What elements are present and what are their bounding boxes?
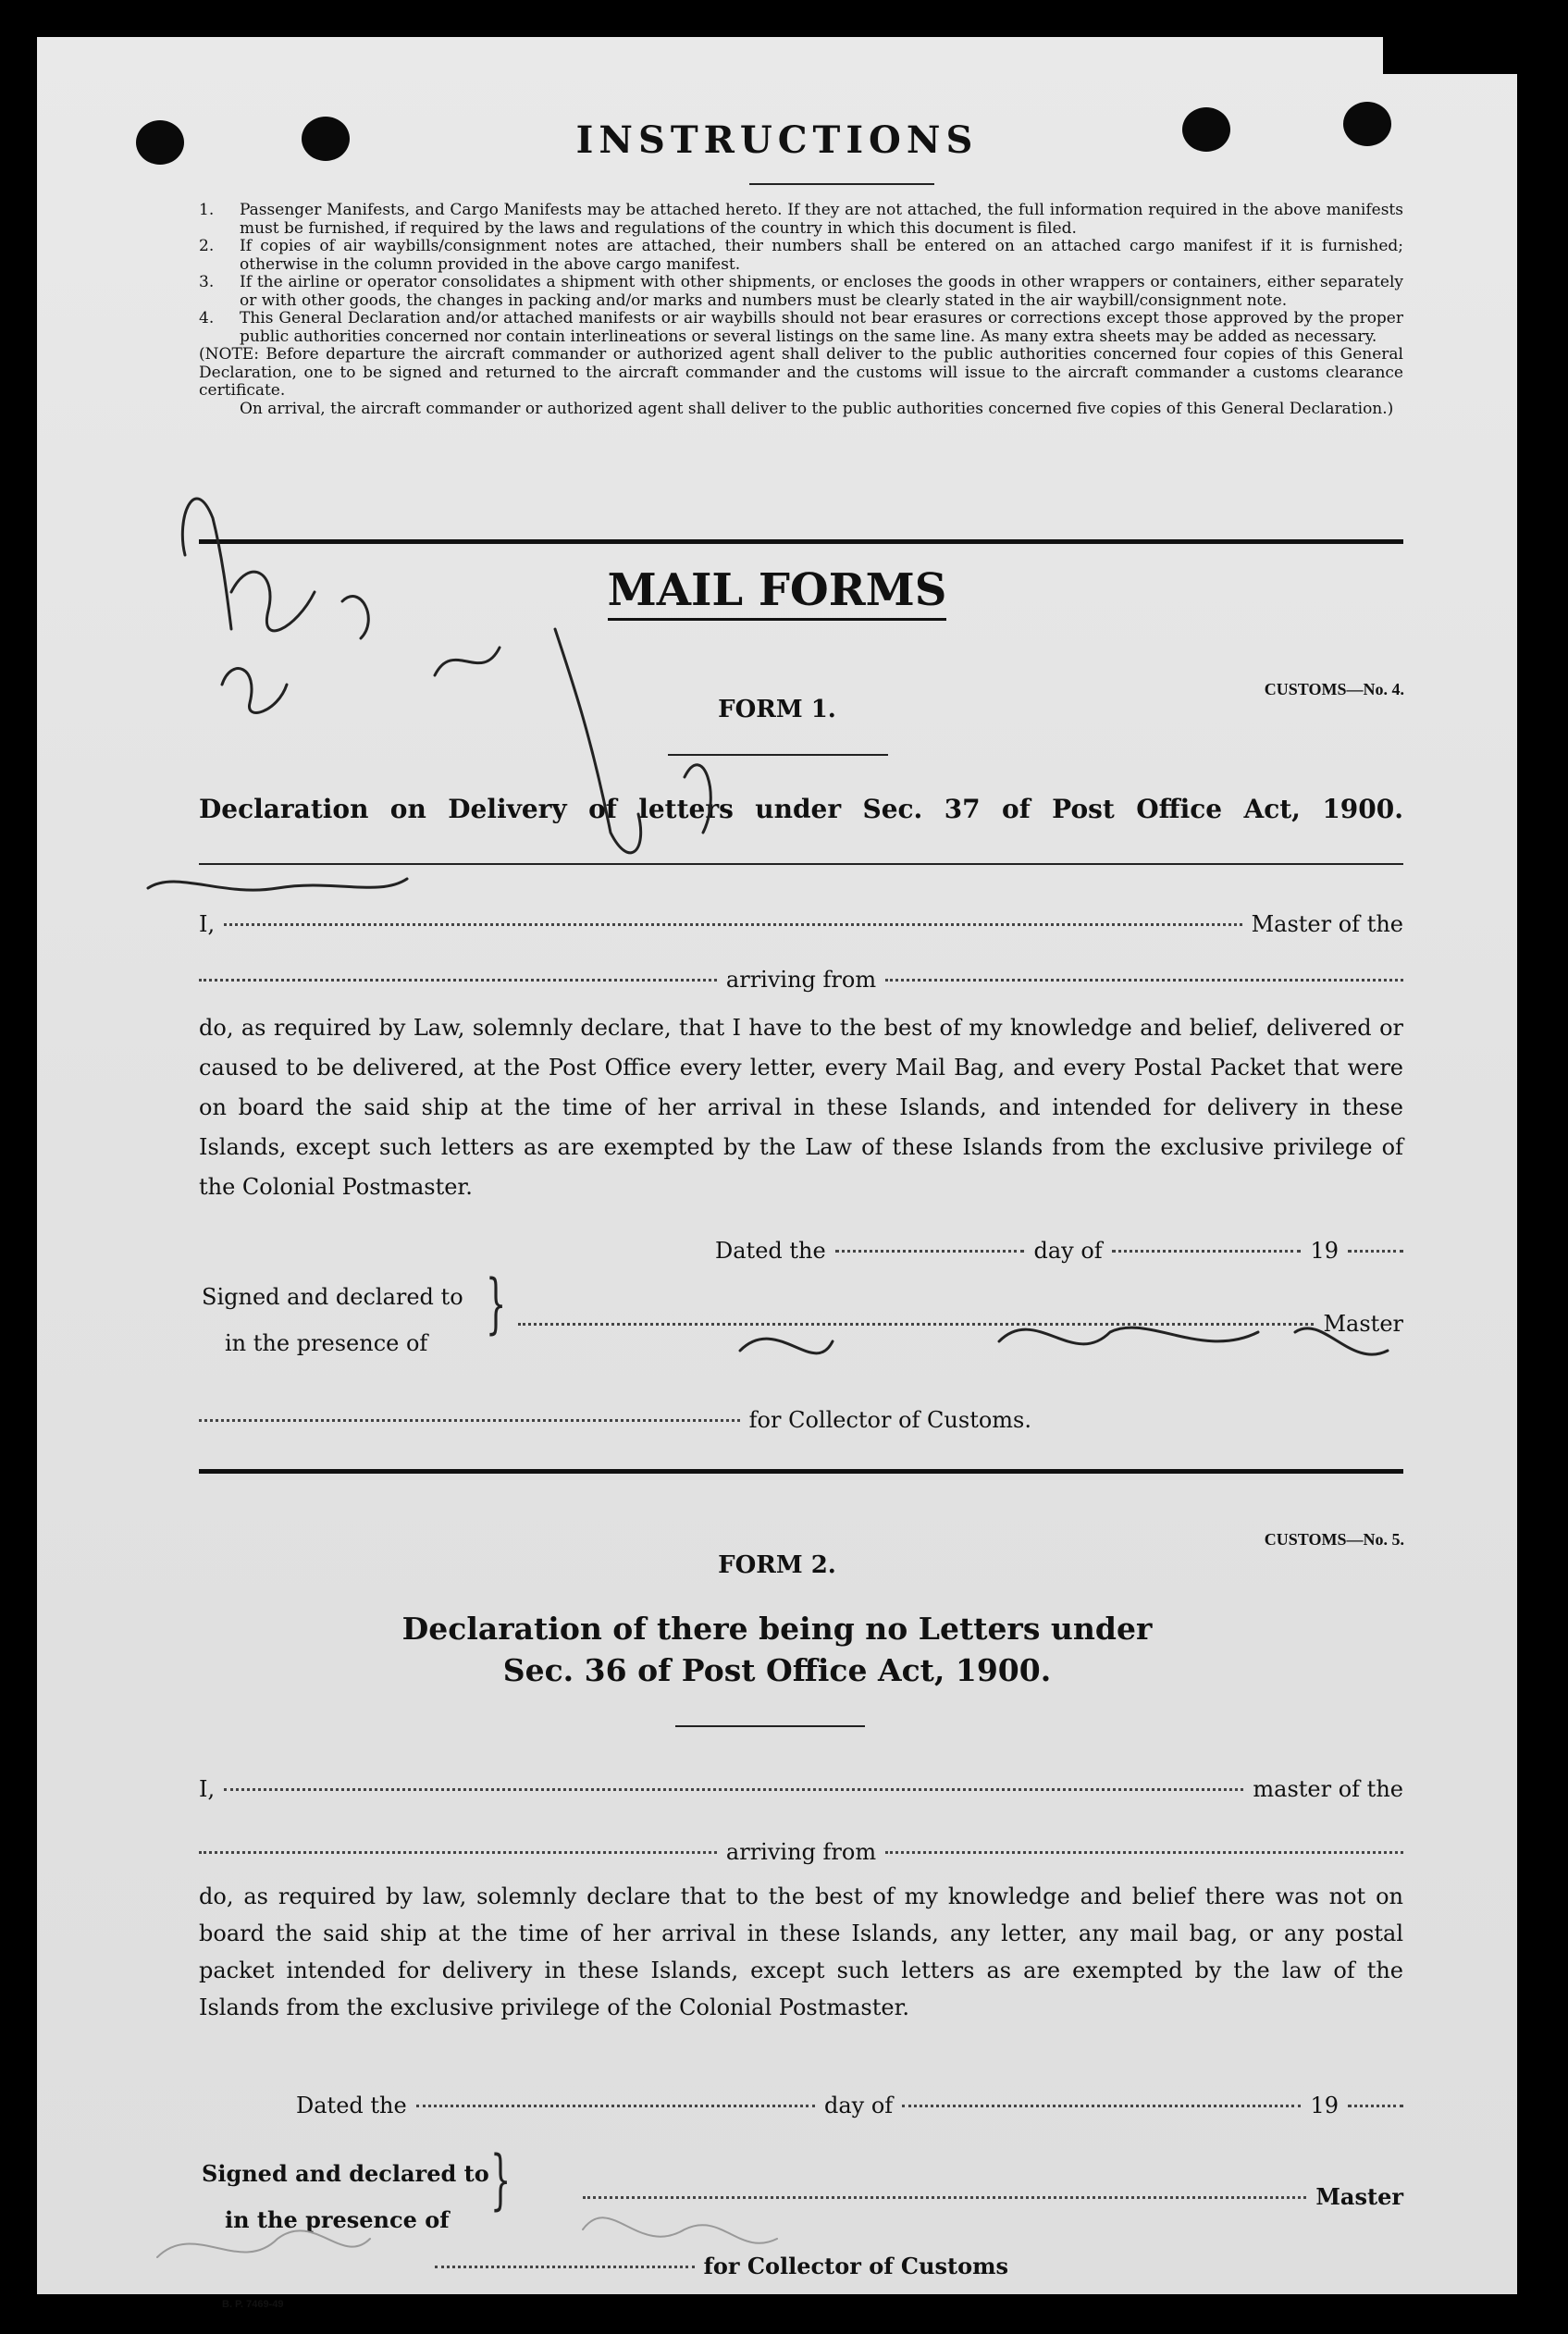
instructions-title: INSTRUCTIONS [575,118,979,162]
form1-month-field[interactable] [1112,1249,1302,1253]
instruction-item: 2. If copies of air waybills/consignment notes are attached, their numbers shall be entered on an attached cargo manifest if it is furnished; otherwise in the column provided in the above cargo manifest. [199,237,1403,274]
scan-corner [1383,37,1517,74]
form1-body: do, as required by Law, solemnly declare, that I have to the best of my knowledge and belief, delivered or caused to be delivered, at the Post Office every letter, every Mail Bag, and every Postal Packet that were on board the said ship at the time of her arrival in these Islands, and intended for delivery in these Islands, except such letters as are exempted by the Law of these Islands from the exclusive privilege of the Colonial Postmaster. [199,1015,1403,1200]
form2-ship-field[interactable] [199,1850,717,1854]
form1-master-signature-field[interactable] [518,1322,1314,1326]
form2-master-sign-line: Master [583,2183,1403,2210]
form1-master-line: I, Master of the [199,911,1403,937]
form2-dated-line: Dated the day of 19 [296,2093,1403,2118]
instructions-list [199,202,1403,418]
faint-signature-mark [583,2217,777,2243]
instruction-item: 4. This General Declaration and/or attached manifests or air waybills should not bear erasures or corrections except those approved by the proper public authorities concerned nor contain interlineations or several listings on the same line. As many extra sheets may be added as necessary. [199,309,1403,346]
form2-signed-2: in the presence of [225,2206,450,2233]
customs-ref-form2: CUSTOMS—No. 5. [1264,1530,1404,1549]
form2-date-field[interactable] [416,2104,815,2107]
form2-heading-rule [675,1725,865,1727]
form1-ship-field[interactable] [199,978,717,982]
scribble-mark [148,879,407,890]
form2-master-signature-field[interactable] [583,2195,1306,2199]
form2-collector-field[interactable] [435,2265,695,2268]
form2-master-name-field[interactable] [224,1787,1243,1791]
form2-declaration-title: Declaration of there being no Letters under Sec. 36 of Post Office Act, 1900. [401,1611,1153,1688]
document-page [37,37,1517,2310]
form1-declaration-title: Declaration on Delivery of letters under Sec. 37 of Post Office Act, 1900. [199,794,1403,824]
form1-collector-line: for Collector of Customs. [199,1407,1031,1433]
form2-year-field[interactable] [1348,2104,1403,2107]
form1-year-field[interactable] [1348,1249,1403,1253]
signature-mark [740,1339,833,1353]
form2-master-line: I, master of the [199,1776,1403,1802]
faint-signature-mark [157,2230,370,2257]
form1-origin-field[interactable] [885,978,1403,982]
brace: } [486,1266,507,1341]
form1-arriving-line: arriving from [199,967,1403,993]
form2-heading: FORM 2. [718,1551,836,1579]
brace: } [490,2142,512,2217]
form1-master-sign-line: Master [518,1311,1403,1337]
form1-signed-1: Signed and declared to [202,1284,463,1310]
form2-body: do, as required by law, solemnly declare that to the best of my knowledge and belief there was not on board the said ship at the time of her arrival in these Islands, any letter, any mail bag, or any postal packet intended for delivery in these Islands, except such letters as are exempted by the law of the Islands from the exclusive privilege of the Colonial Postmaster. [199,1883,1403,2020]
form1-heading: FORM 1. [718,696,836,723]
form2-origin-field[interactable] [885,1850,1403,1854]
form-divider [199,1469,1403,1474]
section-divider [199,539,1403,544]
instruction-note: (NOTE: Before departure the aircraft commander or authorized agent shall deliver to the public authorities concerned four copies of this General Declaration, one to be signed and returned to the aircraft commander and the customs will issue to the aircraft commander a customs clearance certificate. On arrival, the aircraft commander or authorized agent shall deliver to the public authorities concerned five copies of this General Declaration.) [199,345,1403,418]
form1-title-rule [199,863,1403,865]
form1-heading-rule [668,754,888,756]
form2-month-field[interactable] [902,2104,1301,2107]
form1-master-name-field[interactable] [224,922,1241,926]
form-code: B. P. 7469-49 [222,2299,284,2310]
instruction-item: 1. Passenger Manifests, and Cargo Manifests may be attached hereto. If they are not attached, the full information required in the above manifests must be furnished, if required by the laws and regulations of the country in which this document is filed. [199,201,1403,238]
form1-collector-field[interactable] [199,1418,740,1422]
form2-collector-line: for Collector of Customs [435,2253,1008,2279]
instruction-item: 3. If the airline or operator consolidates a shipment with other shipments, or encloses the goods in other wrappers or containers, either separately or with other goods, the changes in packing and/or marks and numbers must be clearly stated in the air waybill/consignment note. [199,273,1403,310]
form1-signed-2: in the presence of [225,1330,428,1356]
title-underline [749,183,934,185]
form1-date-field[interactable] [835,1249,1025,1253]
customs-ref-form1: CUSTOMS—No. 4. [1264,680,1404,698]
mail-forms-title: MAIL FORMS [37,564,1517,616]
form1-dated-line: Dated the day of 19 [715,1238,1403,1264]
scribble-mark [435,648,500,675]
form2-arriving-line: arriving from [199,1839,1403,1865]
form2-signed-1: Signed and declared to [202,2160,489,2187]
